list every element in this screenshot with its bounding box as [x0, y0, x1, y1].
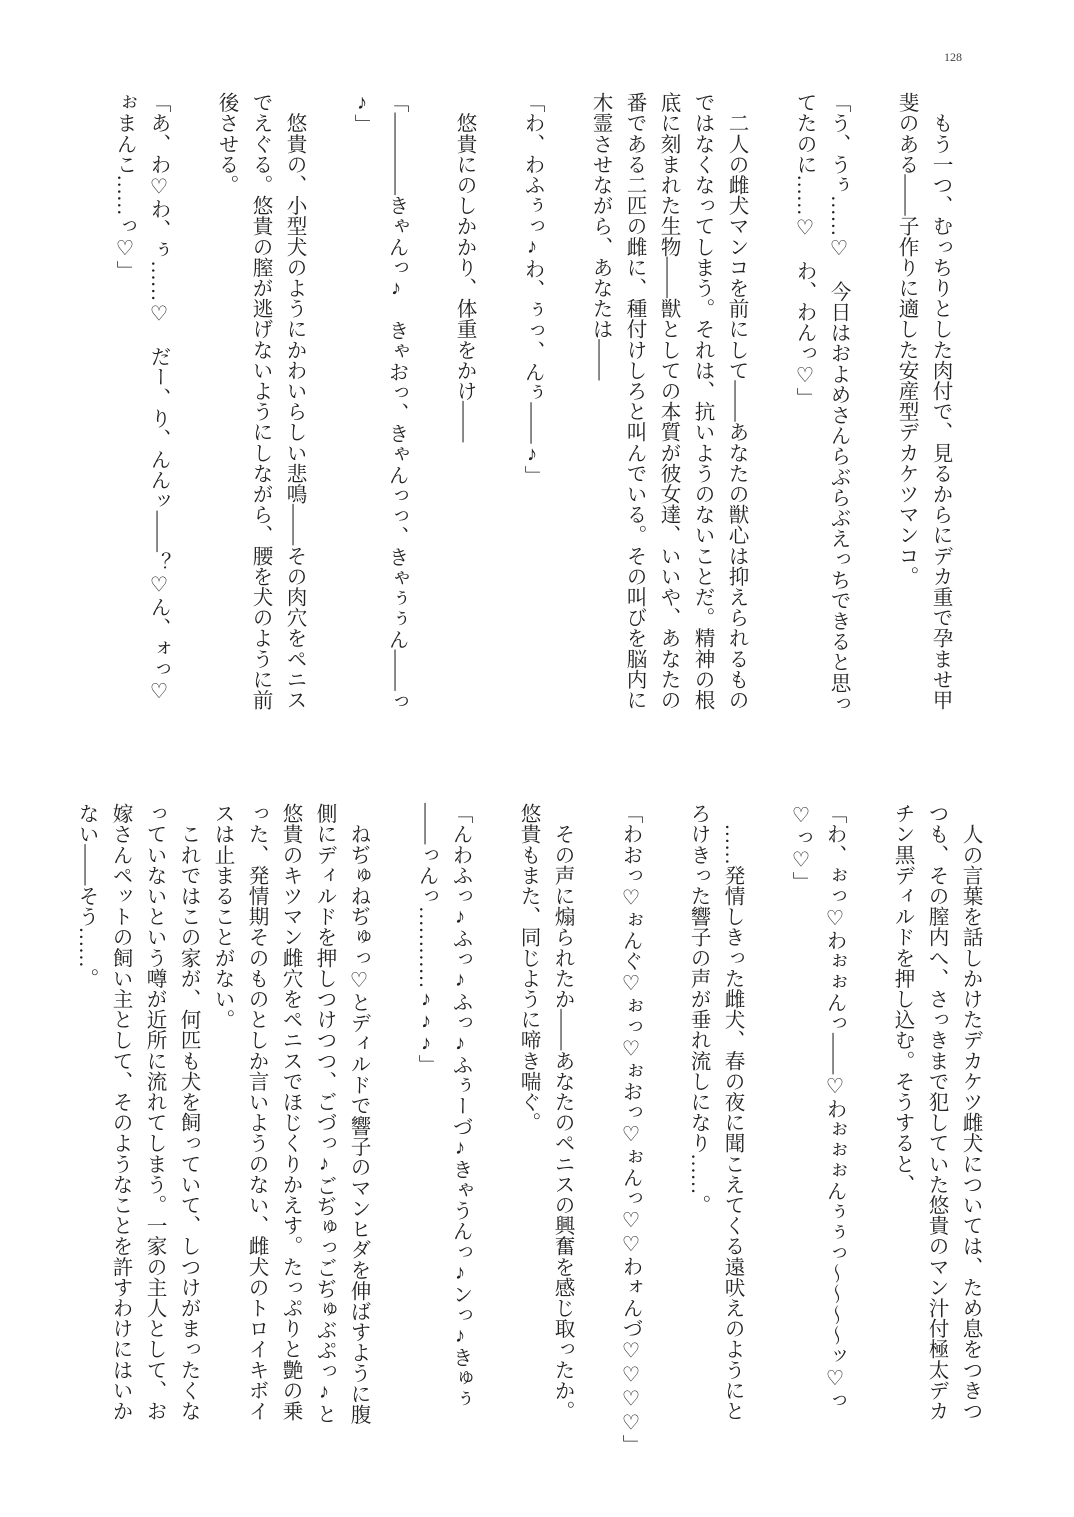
text-line: 嫁さんペットの飼い主として、そのようなことを許すわけにはいか [109, 803, 131, 1421]
text-line: っていないという噂が近所に流れてしまう。一家の主人として、お [143, 803, 165, 1421]
upper-text-block [107, 92, 957, 742]
text-line: ――っんっ…………♪♪♪」 [415, 803, 437, 1075]
text-line: つも、その膣内へ、さっきまで犯していた悠貴のマン汁付極太デカ [925, 803, 947, 1421]
text-line [851, 803, 885, 1453]
text-line: 悠貴の、小型犬のようにかわいらしい悲鳴――その肉穴をペニス [283, 92, 305, 710]
text-line: でえぐる。悠貴の膣が逃げないようにしながら、腰を犬のように前 [249, 92, 271, 710]
text-line [855, 92, 889, 742]
text-line: チン黒ディルドを押し込む。そうすると、 [891, 803, 913, 1195]
text-line: ない――そう……。 [75, 803, 97, 989]
text-line: ろけきった響子の声が垂れ流しになり……。 [687, 803, 709, 1215]
text-line: 「あ、わ♡わ、ぅ……♡ だー、り、んんッ――？♡ん、ォっ♡ [147, 92, 169, 703]
lower-text-block [69, 803, 987, 1453]
text-line: その声に煽られたか――あなたのペニスの興奮を感じ取ったか。 [551, 803, 573, 1421]
text-line: った、発情期そのものとしか言いようのない、雌犬のトロイキボイ [245, 803, 267, 1421]
text-line [749, 803, 783, 1453]
text-line: 「――――きゃんっ♪ きゃおっ、きゃんっっ、きゃぅぅん――っ [385, 92, 407, 712]
text-line: 人の言葉を話しかけたデカケツ雌犬については、ため息をつきつ [959, 803, 981, 1421]
text-line [311, 92, 345, 742]
text-line: 「んわふっ♪ふっ♪ふっ♪ふぅーづ♪きゃうんっ♪ンっ♪きゅぅ [449, 803, 471, 1409]
text-line: 底に刻まれた生物――獣としての本質が彼女達、いいや、あなたの [657, 92, 679, 710]
text-line [413, 92, 447, 742]
text-line: 「う、うぅ……♡ 今日はおよめさんらぶらぶえっちできると思っ [827, 92, 849, 714]
text-line [549, 92, 583, 742]
text-line: 悠貴もまた、同じように啼き喘ぐ。 [517, 803, 539, 1133]
text-line [753, 92, 787, 742]
text-line: 後させる。 [215, 92, 237, 195]
text-line [375, 803, 409, 1453]
text-line: ねぢゅねぢゅっ♡とディルドで響子のマンヒダを伸ばすように腹 [347, 803, 369, 1425]
text-line: これではこの家が、何匹も犬を飼っていて、しつけがまったくな [177, 803, 199, 1421]
text-line: 悠貴のキツマン雌穴をペニスでほじくりかえす。たっぷりと艶の乗 [279, 803, 301, 1421]
text-line: ではなくなってしまう。それは、抗いようのないことだ。精神の根 [691, 92, 713, 710]
text-line: ぉまんこ……っ♡」 [113, 92, 135, 281]
text-line [647, 803, 681, 1453]
text-line: 「わおっ♡ぉんぐ♡ぉっ♡ぉおっ♡ぉんっ♡♡わォんづ♡♡♡♡」 [619, 803, 641, 1455]
text-line: 側にディルドを押しつけつつ、ごづっ♪ごぢゅっごぢゅぶぷっ♪と [313, 803, 335, 1424]
text-line [481, 92, 515, 742]
text-line: てたのに……♡ わ、わんっ♡」 [793, 92, 815, 408]
page-number: 128 [944, 50, 962, 64]
text-line: ♪」 [351, 92, 373, 135]
text-line: ……発情しきった雌犬、春の夜に聞こえてくる遠吠えのようにと [721, 803, 743, 1421]
text-line: スは止まることがない。 [211, 803, 233, 1030]
text-line: 番である二匹の雌に、種付けしろと叫んでいる。その叫びを脳内に [623, 92, 645, 710]
text-line: ♡っ♡」 [789, 803, 811, 893]
text-line [579, 803, 613, 1453]
text-line: 斐のある――子作りに適した安産型デカケツマンコ。 [895, 92, 917, 587]
text-line [477, 803, 511, 1453]
text-line: 「わ、わふぅっ♪わ、ぅっ、んぅ――♪」 [521, 92, 543, 487]
text-line: 悠貴にのしかかり、体重をかけ―― [453, 92, 475, 443]
text-line: もう一つ、むっちりとした肉付で、見るからにデカ重で孕ませ甲 [929, 92, 951, 710]
text-line: 木霊させながら、あなたは―― [589, 92, 611, 381]
text-line: 二人の雌犬マンコを前にして――あなたの獣心は抑えられるもの [725, 92, 747, 710]
text-line [175, 92, 209, 742]
text-line: 「わ、ぉっ♡わぉぉんっ――♡わぉぉぉんぅぅっ〜〜〜〜ッ♡っ [823, 803, 845, 1411]
